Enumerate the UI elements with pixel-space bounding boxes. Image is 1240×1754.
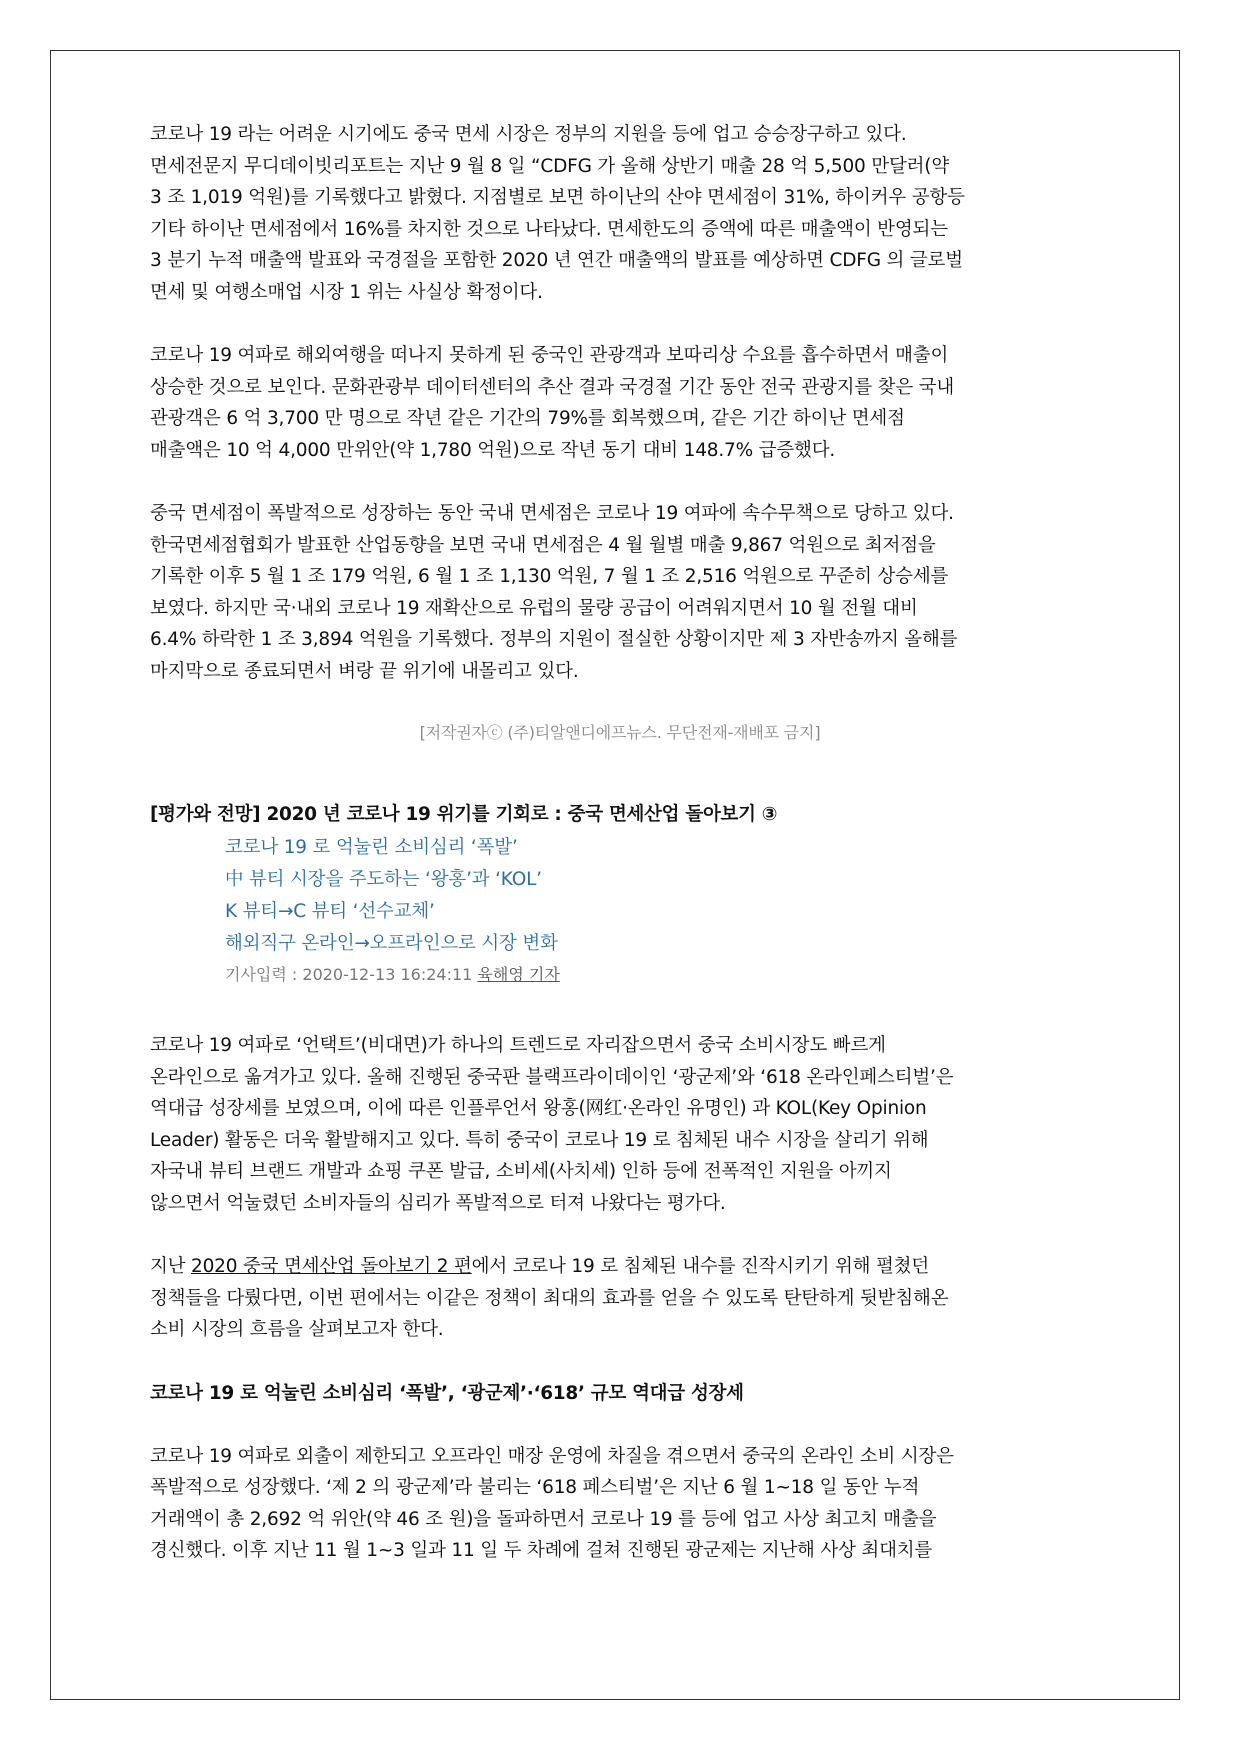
text-line: 정책들을 다뤘다면, 이번 편에서는 이같은 정책이 최대의 효과를 얻을 수 있도록 탄탄하게 뒷받침해온 <box>150 1287 949 1309</box>
text-line: 소비 시장의 흐름을 살펴보고자 한다. <box>150 1319 444 1340</box>
text-line: 않으면서 억눌렸던 소비자들의 심리가 폭발적으로 터져 나왔다는 평가다. <box>150 1192 726 1214</box>
text-line: 6.4% 하락한 1 조 3,894 억원을 기록했다. 정부의 지원이 절실한 상황이지만 제 3 자반송까지 올해를 <box>150 629 958 650</box>
subhead-item: 코로나 19 로 억눌린 소비심리 ‘폭발’ <box>225 837 518 858</box>
subhead-item: K 뷰티→C 뷰티 ‘선수교체’ <box>225 901 435 922</box>
text-line: 코로나 19 여파로 외출이 제한되고 오프라인 매장 운영에 차질을 겪으면서 중국의 온라인 소비 시장은 <box>150 1445 954 1467</box>
article2-paragraph-1 <box>150 1030 1090 1219</box>
article2-paragraph-3 <box>150 1441 1090 1567</box>
article2-paragraph-2 <box>150 1251 1090 1346</box>
text-line: 코로나 19 라는 어려운 시기에도 중국 면세 시장은 정부의 지원을 등에 업고 승승장구하고 있다. <box>150 124 907 145</box>
text-line: 폭발적으로 성장했다. ‘제 2 의 광군제’라 불리는 ‘618 페스티벌’은 지난 6 월 1~18 일 동안 누적 <box>150 1477 920 1498</box>
text-line: 거래액이 총 2,692 억 위안(약 46 조 원)을 돌파하면서 코로나 19 를 등에 업고 사상 최고치 매출을 <box>150 1508 937 1530</box>
article-title: [평가와 전망] 2020 년 코로나 19 위기를 기회로 : 중국 면세산업 돌아보기 ③ <box>150 804 778 825</box>
text-line: 한국면세점협회가 발표한 산업동향을 보면 국내 면세점은 4 월 월별 매출 9,867 억원으로 최저점을 <box>150 534 936 556</box>
text-line: 상승한 것으로 보인다. 문화관광부 데이터센터의 추산 결과 국경절 기간 동안 전국 관광지를 찾은 국내 <box>150 376 955 398</box>
article-subheads <box>225 832 1090 960</box>
copyright-notice: [저작권자ⓒ (주)티알앤디에프뉴스. 무단전재-재배포 금지] <box>419 723 821 742</box>
subhead-item: 中 뷰티 시장을 주도하는 ‘왕홍’과 ‘KOL’ <box>225 869 542 890</box>
article1-paragraph-3 <box>150 498 1090 687</box>
text-line: 온라인으로 옮겨가고 있다. 올해 진행된 중국판 블랙프라이데이인 ‘광군제’와 ‘618 온라인페스티벌’은 <box>150 1066 954 1088</box>
text-line: 관광객은 6 억 3,700 만 명으로 작년 같은 기간의 79%를 회복했으며, 같은 기간 하이난 면세점 <box>150 408 905 429</box>
previous-article-link[interactable]: 2020 중국 면세산업 돌아보기 2 편 <box>191 1256 472 1277</box>
text-line: 기록한 이후 5 월 1 조 179 억원, 6 월 1 조 1,130 억원, 7 월 1 조 2,516 억원으로 꾸준히 상승세를 <box>150 566 949 587</box>
text-line: 면세 및 여행소매업 시장 1 위는 사실상 확정이다. <box>150 281 543 303</box>
text-line: 경신했다. 이후 지난 11 월 1~3 일과 11 일 두 차례에 걸쳐 진행된 광군제는 지난해 사상 최대치를 <box>150 1540 933 1561</box>
text-line: 마지막으로 종료되면서 벼랑 끝 위기에 내몰리고 있다. <box>150 660 579 682</box>
document-body <box>150 119 1090 1567</box>
text-line: 3 분기 누적 매출액 발표와 국경절을 포함한 2020 년 연간 매출액의 발표를 예상하면 CDFG 의 글로벌 <box>150 250 963 271</box>
text-line: 3 조 1,019 억원)를 기록했다고 밝혔다. 지점별로 보면 하이난의 산야 면세점이 31%, 하이커우 공항등 <box>150 187 965 208</box>
text-line: 기타 하이난 면세점에서 16%를 차지한 것으로 나타났다. 면세한도의 증액에 따른 매출액이 반영되는 <box>150 218 948 240</box>
text-line: 매출액은 10 억 4,000 만위안(약 1,780 억원)으로 작년 동기 대비 148.7% 급증했다. <box>150 439 836 461</box>
article-byline <box>225 962 1090 988</box>
text-fragment: 지난 <box>150 1256 192 1277</box>
publish-timestamp: 기사입력 : 2020-12-13 16:24:11 <box>225 965 478 984</box>
text-fragment: 에서 코로나 19 로 침체된 내수를 진작시키기 위해 펼쳤던 <box>471 1256 930 1277</box>
section-heading: 코로나 19 로 억눌린 소비심리 ‘폭발’, ‘광군제’·‘618’ 규모 역대급 성장세 <box>150 1382 744 1404</box>
text-line: 역대급 성장세를 보였으며, 이에 따른 인플루언서 왕홍(网红·온라인 유명인) 과 KOL(Key Opinion <box>150 1098 927 1119</box>
subhead-item: 해외직구 온라인→오프라인으로 시장 변화 <box>225 933 558 954</box>
text-line <box>150 1251 1090 1283</box>
article1-paragraph-2 <box>150 340 1090 466</box>
reporter-link[interactable]: 육해영 기자 <box>477 965 560 984</box>
text-line: 코로나 19 여파로 ‘언택트’(비대면)가 하나의 트렌드로 자리잡으면서 중국 소비시장도 빠르게 <box>150 1035 886 1056</box>
text-line: 보였다. 하지만 국·내외 코로나 19 재확산으로 유럽의 물량 공급이 어려워지면서 10 월 전월 대비 <box>150 597 918 619</box>
text-line: 중국 면세점이 폭발적으로 성장하는 동안 국내 면세점은 코로나 19 여파에 속수무책으로 당하고 있다. <box>150 503 954 524</box>
text-line: 코로나 19 여파로 해외여행을 떠나지 못하게 된 중국인 관광객과 보따리상 수요를 흡수하면서 매출이 <box>150 345 949 366</box>
text-line: 면세전문지 무디데이빗리포트는 지난 9 월 8 일 “CDFG 가 올해 상반기 매출 28 억 5,500 만달러(약 <box>150 155 949 177</box>
article1-paragraph-1 <box>150 119 1090 308</box>
text-line: Leader) 활동은 더욱 활발해지고 있다. 특히 중국이 코로나 19 로 침체된 내수 시장을 살리기 위해 <box>150 1129 929 1151</box>
text-line: 자국내 뷰티 브랜드 개발과 쇼핑 쿠폰 발급, 소비세(사치세) 인하 등에 전폭적인 지원을 아끼지 <box>150 1161 892 1182</box>
